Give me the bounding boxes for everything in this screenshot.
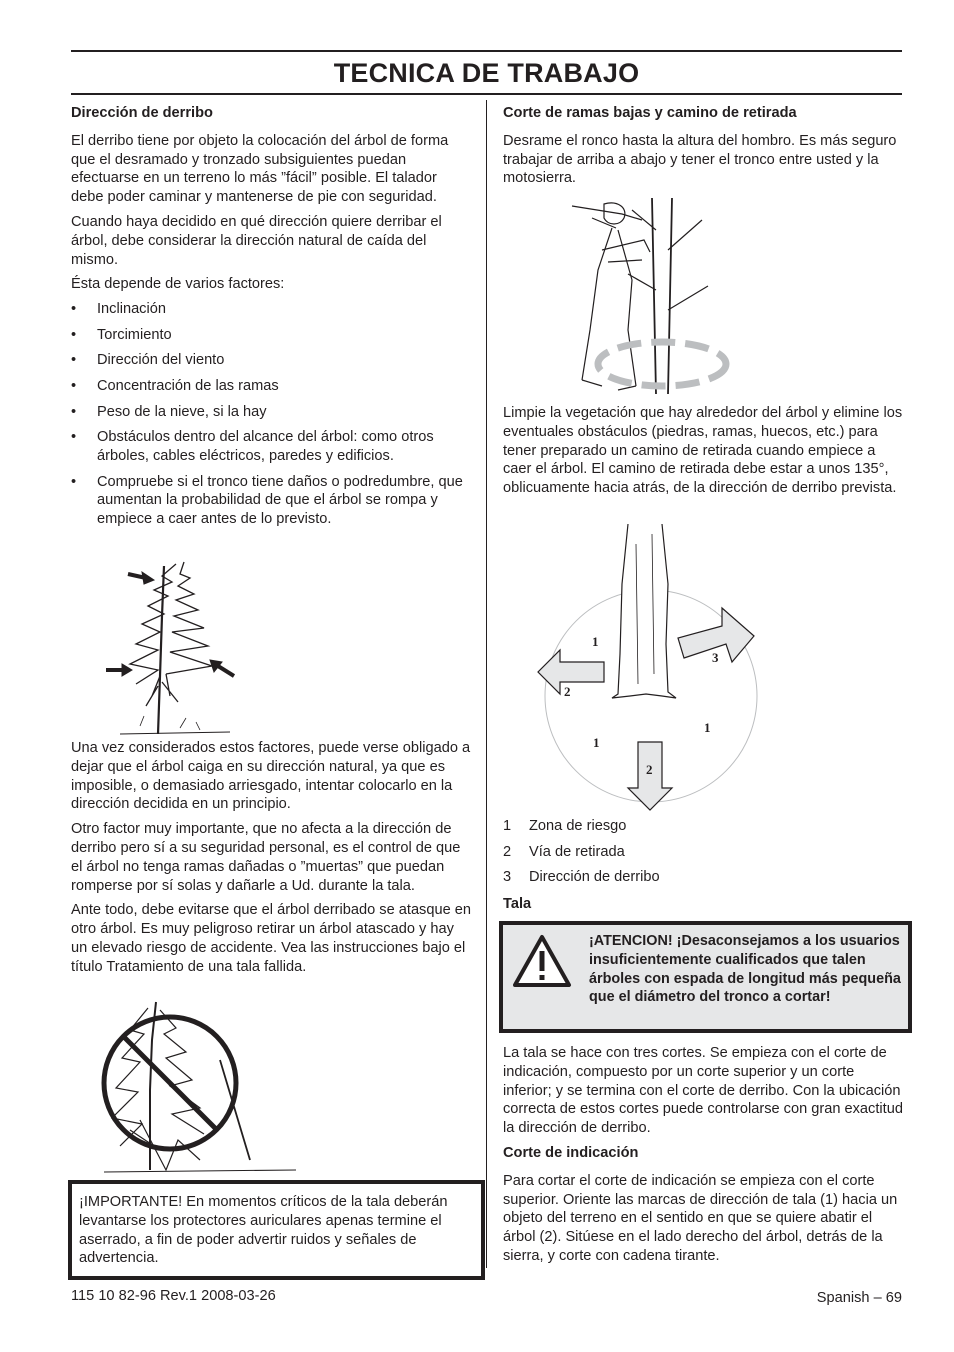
list-item: • Concentración de las ramas xyxy=(71,377,471,396)
list-item: • Dirección del viento xyxy=(71,351,471,370)
danger-zone-diagram xyxy=(536,524,768,814)
zone-label: 1 xyxy=(704,720,711,735)
retreat-label: 2 xyxy=(564,684,571,699)
section-heading-indication-cut: Corte de indicación xyxy=(503,1144,639,1161)
header-bottom-rule xyxy=(71,93,902,95)
zone-label: 1 xyxy=(592,634,599,649)
right-column-legend xyxy=(503,817,903,923)
zone-label: 1 xyxy=(593,735,600,750)
tree-factors-illustration xyxy=(100,556,240,736)
list-item: • Inclinación xyxy=(71,300,471,319)
list-item: • Compruebe si el tronco tiene daños o podredumbre, que aumentan la probabilidad de que el árbol se rompa y empiece a caer antes de lo previsto. xyxy=(71,473,471,529)
paragraph: Limpie la vegetación que hay alrededor del árbol y elimine los eventuales obstáculos (piedras, ramas, huecos, etc.) para tener preparado un camino de retirada cuando empiece a caer el árbol. El camino de retirada debe estar a unos 135°, oblicuamente hacia atrás, de la dirección de derribo prevista. xyxy=(503,405,903,497)
section-heading-felling-direction: Dirección de derribo xyxy=(71,105,213,121)
retreat-label: 2 xyxy=(646,762,653,777)
paragraph: Desrame el ronco hasta la altura del hombro. Es más seguro trabajar de arriba a abajo y tener el tronco entre usted y la motosierra. xyxy=(503,132,897,187)
list-item: • Torcimiento xyxy=(71,326,471,345)
warning-box xyxy=(499,921,912,1033)
paragraph: Ante todo, debe evitarse que el árbol derribado se atasque en otro árbol. Es muy peligroso retirar un árbol atascado y hay un elevado riesgo de accidente. Vea las instrucciones bajo el título Tratamiento de una tala fallida. xyxy=(71,902,471,975)
paragraph: Para cortar el corte de indicación se empieza con el corte superior. Oriente las marcas de dirección de tala (1) hacia un objeto del terreno en el sentido en que se quiere abatir el árbol (2). Sitúese en el lado derecho del árbol, detrás de la sierra, y corte con cadena tirante. xyxy=(503,1172,898,1264)
right-column-middle xyxy=(503,404,903,504)
document-id: 115 10 82-96 Rev.1 2008-03-26 xyxy=(71,1288,276,1304)
list-item: • Peso de la nieve, si la hay xyxy=(71,403,471,422)
paragraph: Otro factor muy importante, que no afecta a la dirección de derribo pero sí a su seguridad personal, es el control de que el árbol no tenga ramas dañadas o ”muertas” que puedan romperse por sí solas y dañarle a Ud. durante la tala. xyxy=(71,821,461,894)
factor-list xyxy=(71,300,471,529)
limbing-illustration xyxy=(532,190,732,400)
page-title: TECNICA DE TRABAJO xyxy=(333,58,640,88)
left-column-bottom xyxy=(71,739,471,983)
paragraph: Una vez considerados estos factores, puede verse obligado a dejar que el árbol caiga en su dirección natural, ya que es imposible, o demasiado arriesgado, intentar colocarlo en la dirección decidida en un principio. xyxy=(71,740,471,813)
retreat-arrow-left xyxy=(538,650,604,694)
warning-text: ¡ATENCION! ¡Desaconsejamos a los usuarios insuficientemente cualificados que talen árboles con espada de longitud más pequeña que el diámetro del tronco a cortar! xyxy=(589,933,901,1006)
list-item: • Obstáculos dentro del alcance del árbol: como otros árboles, cables eléctricos, paredes y edificios. xyxy=(71,428,471,466)
list-item: 1 Zona de riesgo xyxy=(503,818,627,834)
no-stuck-tree-illustration xyxy=(100,1000,300,1176)
left-column-top xyxy=(71,104,471,536)
list-item: 2 Vía de retirada xyxy=(503,843,625,860)
diagram-legend xyxy=(503,817,903,887)
right-column-top xyxy=(503,104,903,194)
page-number: Spanish – 69 xyxy=(816,1290,902,1306)
paragraph: El derribo tiene por objeto la colocación del árbol de forma que el desramado y tronzado subsiguientes puedan efectuarse en un terreno lo más ”fácil” posible. El talador debe poder caminar y mantenerse de pie con seguridad. xyxy=(71,132,449,206)
header-top-rule xyxy=(71,50,902,52)
important-notice-box: ¡IMPORTANTE! En momentos críticos de la tala deberán levantarse los protectores auriculares apenas termine el aserrado, a fin de poder advertir ruidos y señales de advertencia. xyxy=(68,1180,485,1280)
paragraph: Ésta depende de varios factores: xyxy=(71,276,285,293)
section-heading-retreat-path: Corte de ramas bajas y camino de retirada xyxy=(503,105,797,121)
list-item: 3 Dirección de derribo xyxy=(503,869,660,886)
section-heading-felling: Tala xyxy=(503,895,532,912)
direction-label: 3 xyxy=(712,650,719,665)
paragraph: Cuando haya decidido en qué dirección quiere derribar el árbol, debe considerar la dirección natural de caída del mismo. xyxy=(71,213,442,268)
warning-triangle-icon xyxy=(511,933,573,989)
column-divider xyxy=(486,100,487,1268)
right-column-bottom xyxy=(503,1044,903,1272)
paragraph: La tala se hace con tres cortes. Se empieza con el corte de indicación, compuesto por un corte superior y un corte inferior; y se termina con el corte de derribo. Con la ubicación correcta de estos cortes puede controlarse con gran exactitud la dirección de derribo. xyxy=(503,1045,903,1137)
